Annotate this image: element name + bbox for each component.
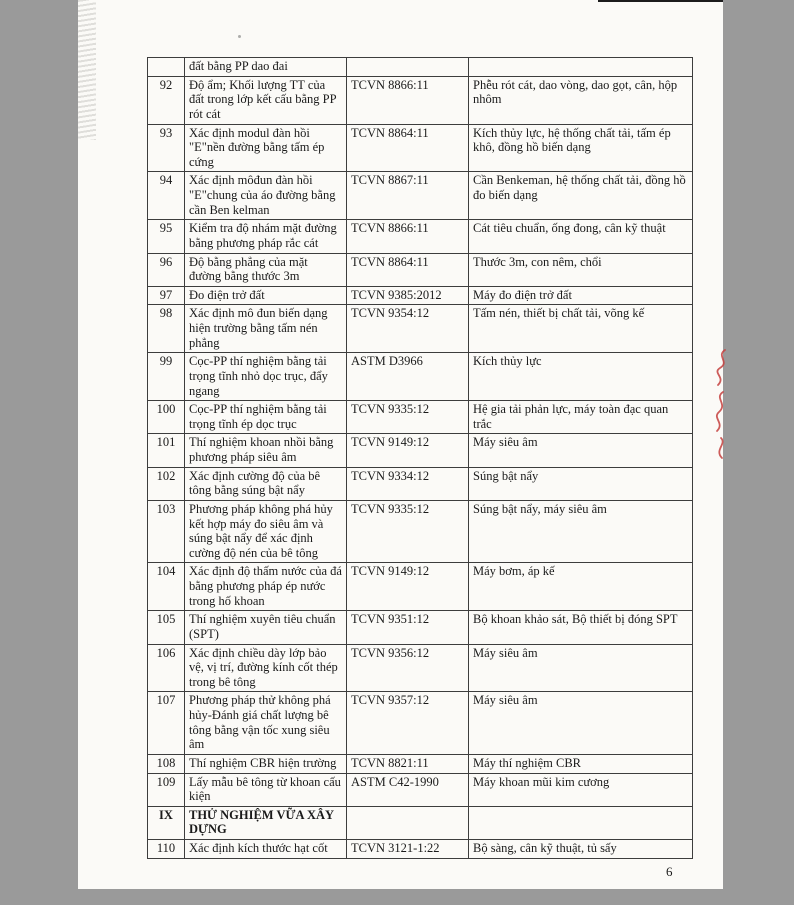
cell-equipment: Máy khoan mũi kim cương — [469, 773, 693, 806]
cell-description: Phương pháp không phá hủy kết hợp máy đo siêu âm và súng bật nẩy để xác định cường độ nén của bê tông — [185, 500, 347, 563]
table-row — [148, 172, 693, 220]
cell-standard — [347, 806, 469, 839]
cell-equipment: Máy thí nghiệm CBR — [469, 754, 693, 773]
scan-artifact-line — [598, 0, 723, 2]
table-row — [148, 840, 693, 859]
cell-standard: TCVN 3121-1:22 — [347, 840, 469, 859]
cell-description: Phương pháp thử không phá hủy-Đánh giá chất lượng bê tông bằng vận tốc xung siêu âm — [185, 692, 347, 755]
cell-equipment: Phễu rót cát, dao vòng, dao gọt, cân, hộp nhôm — [469, 76, 693, 124]
cell-no — [148, 58, 185, 77]
table-row — [148, 434, 693, 467]
cell-equipment: Máy siêu âm — [469, 434, 693, 467]
cell-description: Độ bằng phẳng của mặt đường bằng thước 3m — [185, 253, 347, 286]
cell-equipment: Máy bơm, áp kế — [469, 563, 693, 611]
table-row — [148, 611, 693, 644]
cell-standard: TCVN 9351:12 — [347, 611, 469, 644]
cell-standard: TCVN 9335:12 — [347, 401, 469, 434]
cell-standard: TCVN 8864:11 — [347, 124, 469, 172]
cell-standard: TCVN 9356:12 — [347, 644, 469, 692]
cell-equipment: Máy đo điện trở đất — [469, 286, 693, 305]
cell-no: 105 — [148, 611, 185, 644]
red-pen-handwriting-mark — [710, 346, 734, 466]
page-number: 6 — [666, 864, 673, 879]
cell-description: Cọc-PP thí nghiệm bằng tải trọng tĩnh nhỏ dọc trục, đẩy ngang — [185, 353, 347, 401]
cell-description: Xác định mô đun biến dạng hiện trường bằng tấm nén phẳng — [185, 305, 347, 353]
cell-no: 106 — [148, 644, 185, 692]
table-row — [148, 401, 693, 434]
cell-description: Đo điện trở đất — [185, 286, 347, 305]
cell-standard: TCVN 9149:12 — [347, 563, 469, 611]
cell-standard: TCVN 8821:11 — [347, 754, 469, 773]
cell-no: 94 — [148, 172, 185, 220]
cell-no: 102 — [148, 467, 185, 500]
table-row — [148, 467, 693, 500]
cell-description: THỬ NGHIỆM VỮA XÂY DỰNG — [185, 806, 347, 839]
cell-description: Xác định môđun đàn hồi "E"chung của áo đường bằng cần Ben kelman — [185, 172, 347, 220]
cell-description: Cọc-PP thí nghiệm bằng tải trọng tĩnh ép dọc trục — [185, 401, 347, 434]
cell-standard: TCVN 9385:2012 — [347, 286, 469, 305]
cell-standard: TCVN 8867:11 — [347, 172, 469, 220]
cell-no: 107 — [148, 692, 185, 755]
table-row — [148, 253, 693, 286]
table-row — [148, 124, 693, 172]
table-row — [148, 353, 693, 401]
table-row — [148, 806, 693, 839]
test-table-body — [148, 58, 693, 859]
cell-description: Thí nghiệm khoan nhồi bằng phương pháp siêu âm — [185, 434, 347, 467]
cell-no: 92 — [148, 76, 185, 124]
cell-description: đất bằng PP dao đai — [185, 58, 347, 77]
cell-standard: ASTM D3966 — [347, 353, 469, 401]
paper-page — [78, 0, 723, 889]
cell-description: Xác định modul đàn hồi "E"nền đường bằng tấm ép cứng — [185, 124, 347, 172]
table-row — [148, 58, 693, 77]
cell-standard: TCVN 8866:11 — [347, 76, 469, 124]
cell-equipment: Súng bật nẩy, máy siêu âm — [469, 500, 693, 563]
cell-no: 110 — [148, 840, 185, 859]
table-row — [148, 773, 693, 806]
cell-description: Xác định cường độ của bê tông bằng súng bật nẩy — [185, 467, 347, 500]
cell-no: 95 — [148, 220, 185, 253]
cell-standard: TCVN 8864:11 — [347, 253, 469, 286]
cell-no: 109 — [148, 773, 185, 806]
cell-description: Độ ẩm; Khối lượng TT của đất trong lớp kết cấu bằng PP rót cát — [185, 76, 347, 124]
cell-standard: TCVN 9334:12 — [347, 467, 469, 500]
cell-equipment: Tấm nén, thiết bị chất tải, võng kế — [469, 305, 693, 353]
cell-standard: TCVN 9354:12 — [347, 305, 469, 353]
cell-description: Xác định chiều dày lớp bảo vệ, vị trí, đường kính cốt thép trong bê tông — [185, 644, 347, 692]
cell-no: 108 — [148, 754, 185, 773]
cell-no: 98 — [148, 305, 185, 353]
cell-no: 101 — [148, 434, 185, 467]
cell-equipment: Cần Benkeman, hệ thống chất tải, đồng hồ đo biến dạng — [469, 172, 693, 220]
cell-no: 97 — [148, 286, 185, 305]
cell-equipment: Kích thủy lực — [469, 353, 693, 401]
cell-equipment: Cát tiêu chuẩn, ống đong, cân kỹ thuật — [469, 220, 693, 253]
cell-description: Thí nghiệm CBR hiện trường — [185, 754, 347, 773]
cell-description: Kiểm tra độ nhám mặt đường bằng phương pháp rắc cát — [185, 220, 347, 253]
cell-description: Thí nghiệm xuyên tiêu chuẩn (SPT) — [185, 611, 347, 644]
cell-standard: TCVN 8866:11 — [347, 220, 469, 253]
table-row — [148, 305, 693, 353]
table-row — [148, 500, 693, 563]
cell-equipment: Hệ gia tải phản lực, máy toàn đạc quan trắc — [469, 401, 693, 434]
cell-no: 96 — [148, 253, 185, 286]
cell-no: 103 — [148, 500, 185, 563]
cell-equipment — [469, 58, 693, 77]
test-methods-table — [147, 57, 693, 859]
cell-description: Lấy mẫu bê tông từ khoan cấu kiện — [185, 773, 347, 806]
table-row — [148, 76, 693, 124]
cell-equipment: Thước 3m, con nêm, chổi — [469, 253, 693, 286]
cell-no: 99 — [148, 353, 185, 401]
table-row — [148, 754, 693, 773]
table-row — [148, 220, 693, 253]
cell-standard: ASTM C42-1990 — [347, 773, 469, 806]
cell-standard — [347, 58, 469, 77]
table-row — [148, 644, 693, 692]
cell-equipment: Bộ khoan khảo sát, Bộ thiết bị đóng SPT — [469, 611, 693, 644]
cell-description: Xác định kích thước hạt cốt — [185, 840, 347, 859]
cell-standard: TCVN 9149:12 — [347, 434, 469, 467]
cell-equipment — [469, 806, 693, 839]
cell-equipment: Máy siêu âm — [469, 692, 693, 755]
scan-speck — [238, 35, 241, 38]
table-row — [148, 692, 693, 755]
cell-standard: TCVN 9357:12 — [347, 692, 469, 755]
cell-no: 100 — [148, 401, 185, 434]
cell-equipment: Kích thủy lực, hệ thống chất tải, tấm ép khô, đồng hồ biến dạng — [469, 124, 693, 172]
cell-description: Xác định độ thấm nước của đá bằng phương pháp ép nước trong hố khoan — [185, 563, 347, 611]
cell-equipment: Bộ sàng, cân kỹ thuật, tủ sấy — [469, 840, 693, 859]
cell-no: IX — [148, 806, 185, 839]
cell-equipment: Súng bật nẩy — [469, 467, 693, 500]
cell-standard: TCVN 9335:12 — [347, 500, 469, 563]
cell-no: 93 — [148, 124, 185, 172]
table-row — [148, 286, 693, 305]
cell-equipment: Máy siêu âm — [469, 644, 693, 692]
scan-edge-texture — [78, 0, 96, 140]
cell-no: 104 — [148, 563, 185, 611]
table-row — [148, 563, 693, 611]
